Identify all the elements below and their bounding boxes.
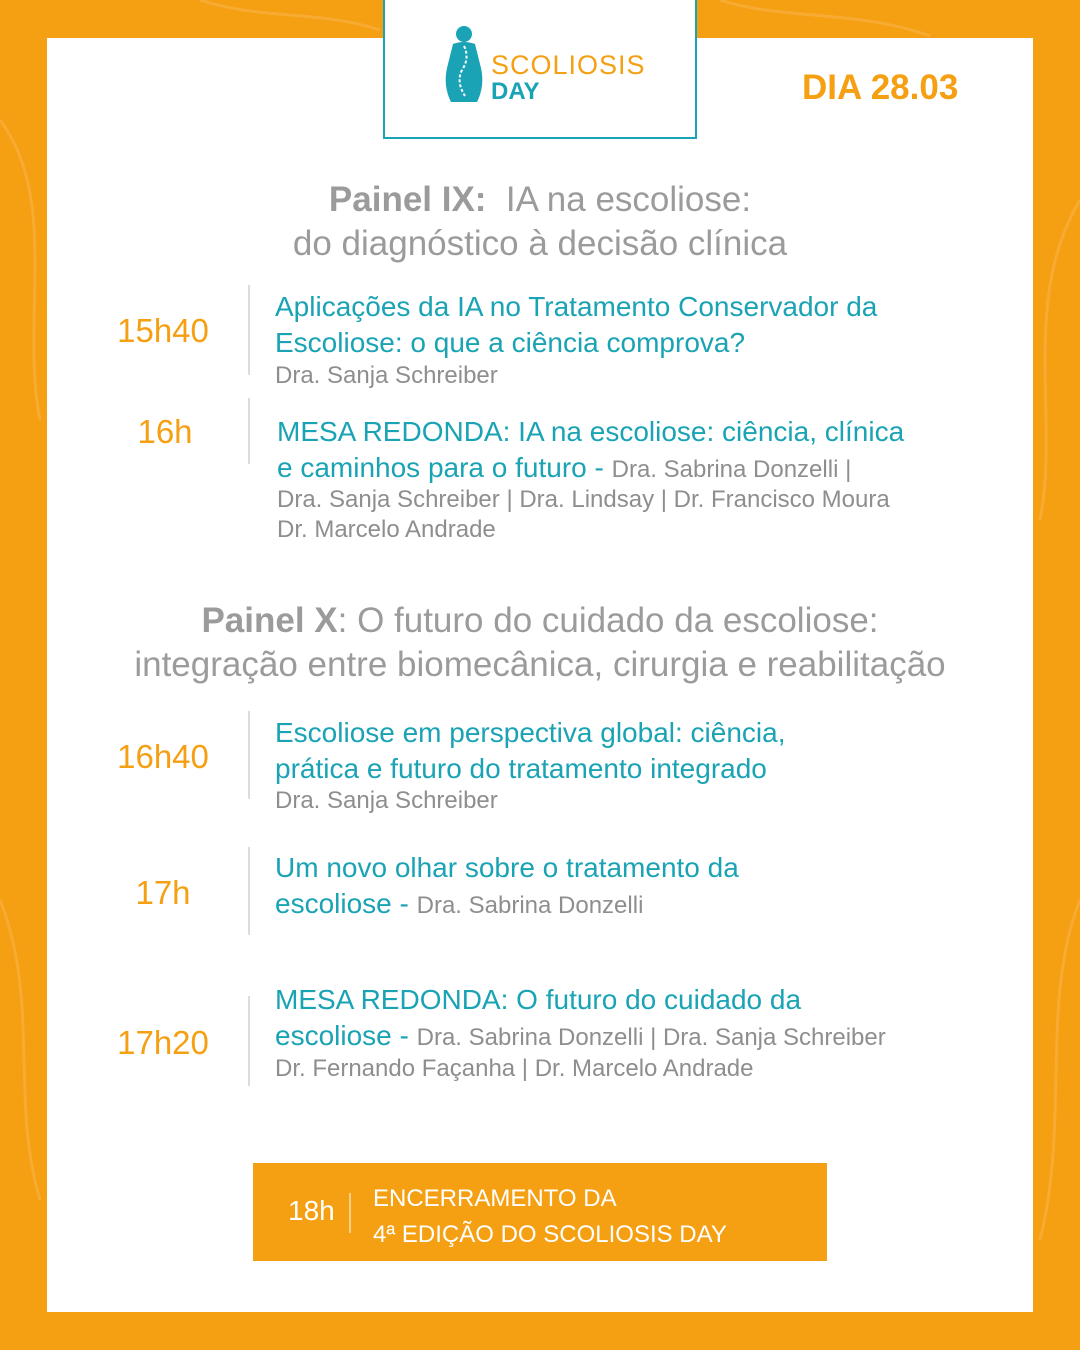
closing-banner (253, 1163, 827, 1261)
session-speaker: Dra. Sabrina Donzelli | Dra. Sanja Schreiber (416, 1024, 886, 1051)
session-speaker: Dra. Sanja Schreiber (275, 787, 498, 814)
session-title (275, 715, 785, 787)
session-speaker: Dra. Sanja Schreiber (275, 362, 498, 389)
logo-wordmark-day: DAY (491, 78, 540, 105)
panel-9-title (47, 178, 1033, 266)
session-time: 17h (135, 874, 191, 911)
session-time: 17h20 (117, 1024, 209, 1061)
panel-10-subtitle: integração entre biomecânica, cirurgia e reabilitação (134, 645, 946, 684)
logo-box (383, 0, 697, 139)
session-time: 15h40 (117, 312, 209, 349)
session-speakers: Dra. Sanja Schreiber | Dra. Lindsay | Dr. Francisco Moura (277, 486, 890, 513)
session-divider (248, 996, 250, 1086)
session-title (277, 414, 904, 488)
panel-10-title (47, 599, 1033, 687)
closing-text (373, 1181, 727, 1253)
session-divider (248, 847, 250, 935)
session-title-line: escoliose - (275, 1020, 409, 1051)
spine-figure-icon (441, 24, 487, 102)
session-divider (248, 711, 250, 799)
session-title-line: Um novo olhar sobre o tratamento da (275, 852, 739, 883)
session-title-line: Aplicações da IA no Tratamento Conservador da (275, 291, 878, 322)
session-title (275, 850, 739, 924)
session-title-line: Escoliose em perspectiva global: ciência, (275, 717, 786, 748)
session-speakers: Dr. Marcelo Andrade (277, 516, 496, 543)
session-speakers: Dr. Fernando Façanha | Dr. Marcelo Andrade (275, 1055, 754, 1082)
session-title-line: MESA REDONDA: O futuro do cuidado da (275, 984, 802, 1015)
session-title (275, 289, 877, 361)
closing-time: 18h (288, 1195, 335, 1226)
session-divider (248, 398, 250, 464)
session-speaker: Dra. Sabrina Donzelli | (611, 456, 852, 483)
session-title-line: escoliose - (275, 888, 409, 919)
session-title-line: e caminhos para o futuro - (277, 452, 604, 483)
panel-10-title-text: : O futuro do cuidado da escoliose: (337, 601, 879, 640)
session-title-line: Escoliose: o que a ciência comprova? (275, 327, 746, 358)
closing-line: 4ª EDIÇÃO DO SCOLIOSIS DAY (373, 1221, 727, 1248)
logo-wordmark-scoliosis: SCOLIOSIS (491, 50, 646, 80)
session-title-line: MESA REDONDA: IA na escoliose: ciência, clínica (277, 416, 905, 447)
session-speaker: Dra. Sabrina Donzelli (416, 892, 644, 919)
panel-10-label: Painel X (201, 601, 338, 640)
panel-9-label: Painel IX: (328, 180, 487, 219)
panel-9-title-text: IA na escoliose: (505, 180, 752, 219)
closing-divider (349, 1193, 351, 1233)
closing-line: ENCERRAMENTO DA (373, 1185, 617, 1212)
session-title (275, 982, 886, 1056)
session-divider (248, 285, 250, 375)
session-time: 16h (137, 413, 193, 450)
session-title-line: prática e futuro do tratamento integrado (275, 753, 767, 784)
event-date: DIA 28.03 (802, 68, 959, 107)
session-time: 16h40 (117, 738, 209, 775)
panel-9-subtitle: do diagnóstico à decisão clínica (292, 224, 788, 263)
